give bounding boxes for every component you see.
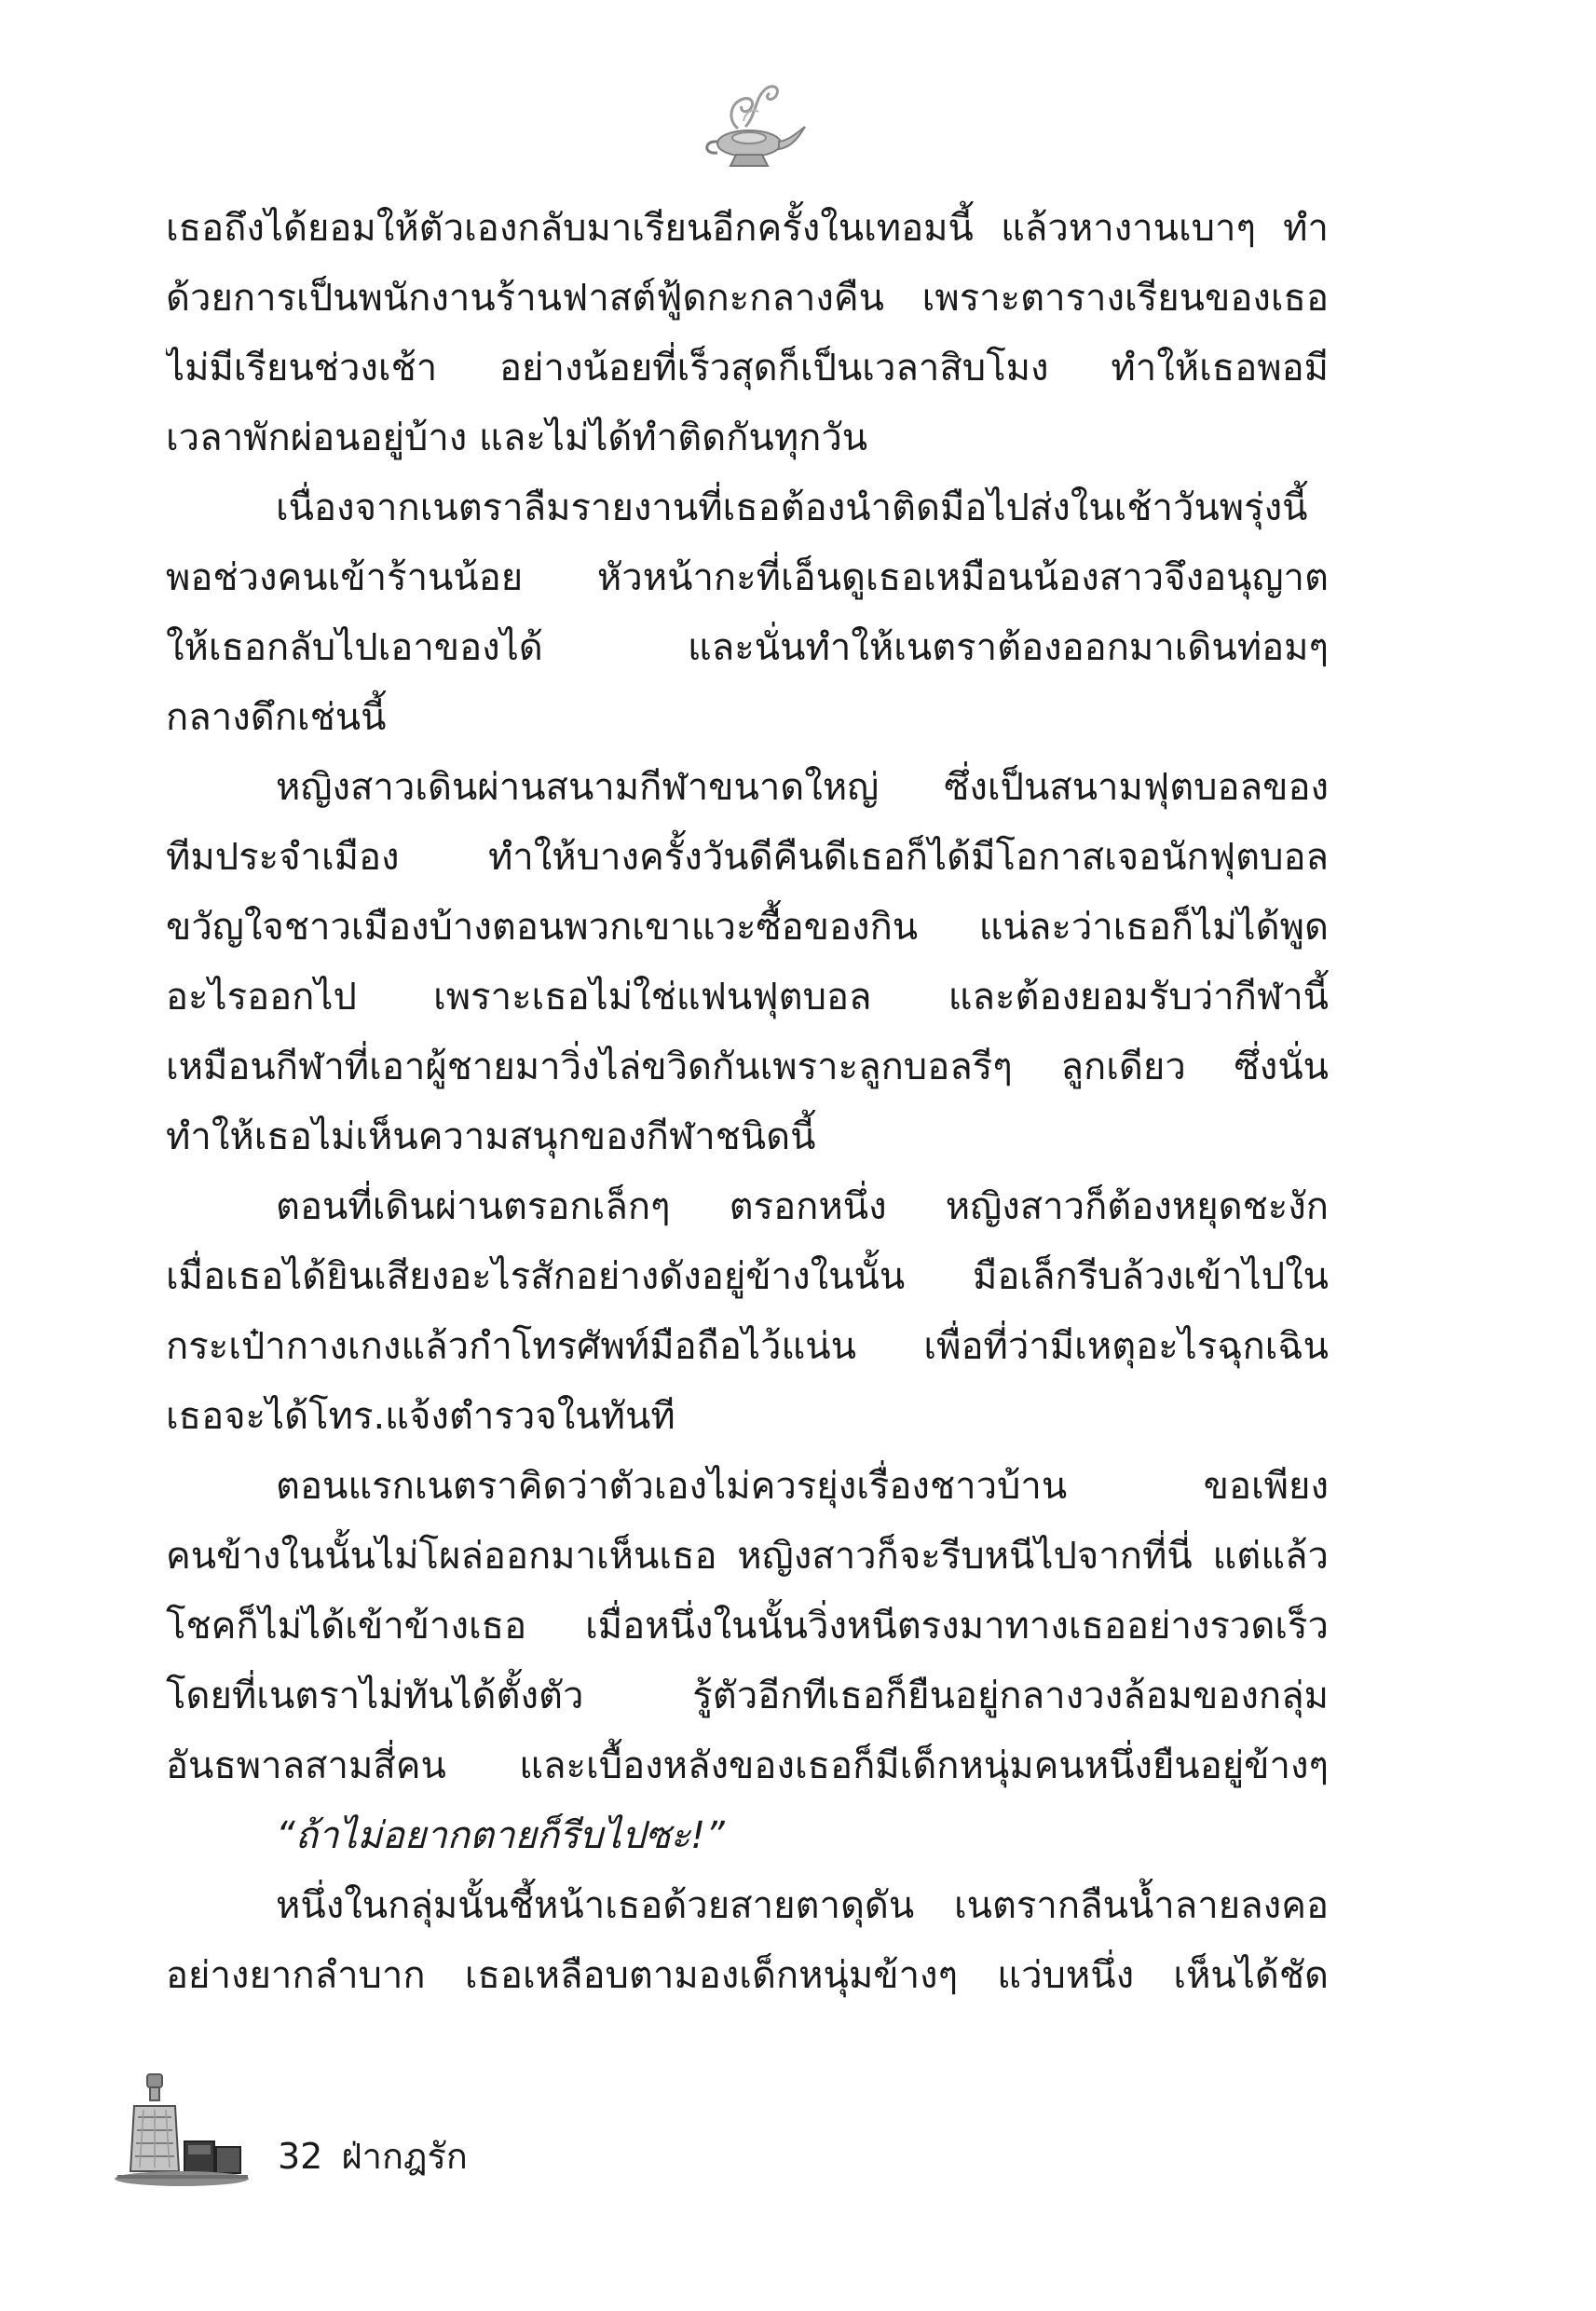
text-line: ให้เธอกลับไปเอาของได้ และนั่นทำให้เนตราต้องออกมาเดินท่อมๆ [166,626,1329,669]
text-line: อะไรออกไป เพราะเธอไม่ใช่แฟนฟุตบอล และต้องยอมรับว่ากีฬานี้ [166,976,1329,1019]
text-line: พอช่วงคนเข้าร้านน้อย หัวหน้ากะที่เอ็นดูเธอเหมือนน้องสาวจึงอนุญาต [166,556,1329,599]
text-line: เธอถึงได้ยอมให้ตัวเองกลับมาเรียนอีกครั้งในเทอมนี้ แล้วหางานเบาๆ ทำ [166,207,1329,250]
body-text [166,194,1329,2011]
text-line: กลางดึกเช่นนี้ [166,696,387,739]
text-line: เมื่อเธอได้ยินเสียงอะไรสักอย่างดังอยู่ข้างในนั้น มือเล็กรีบล้วงเข้าไปใน [166,1255,1329,1298]
text-line: หนึ่งในกลุ่มนั้นชี้หน้าเธอด้วยสายตาดุดัน เนตรากลืนน้ำลายลงคอ [276,1884,1329,1927]
text-line: กระเป๋ากางเกงแล้วกำโทรศัพท์มือถือไว้แน่น เพื่อที่ว่ามีเหตุอะไรฉุกเฉิน [166,1325,1329,1368]
page-footer [112,2069,671,2199]
genie-lamp-icon [689,75,811,177]
text-line: เนื่องจากเนตราลืมรายงานที่เธอต้องนำติดมือไปส่งในเช้าวันพรุ่งนี้ [276,486,1308,529]
text-line: ด้วยการเป็นพนักงานร้านฟาสต์ฟู้ดกะกลางคืน เพราะตารางเรียนของเธอ [166,277,1329,320]
footer-caption [278,2136,468,2177]
decanter-glasses-icon [112,2069,252,2199]
text-line: หญิงสาวเดินผ่านสนามกีฬาขนาดใหญ่ ซึ่งเป็นสนามฟุตบอลของ [276,766,1329,809]
text-line: เธอจะได้โทร.แจ้งตำรวจในทันที [166,1395,675,1438]
text-line: เวลาพักผ่อนอยู่บ้าง และไม่ได้ทำติดกันทุกวัน [166,417,868,459]
text-line: ไม่มีเรียนช่วงเช้า อย่างน้อยที่เร็วสุดก็เป็นเวลาสิบโมง ทำให้เธอพอมี [166,347,1329,390]
text-line: โชคก็ไม่ได้เข้าข้างเธอ เมื่อหนึ่งในนั้นวิ่งหนีตรงมาทางเธออย่างรวดเร็ว [166,1605,1329,1648]
text-line: คนข้างในนั้นไม่โผล่ออกมาเห็นเธอ หญิงสาวก็จะรีบหนีไปจากที่นี่ แต่แล้ว [166,1535,1329,1578]
dialogue-line: “ถ้าไม่อยากตายก็รีบไปซะ!” [276,1814,725,1857]
text-line: ตอนที่เดินผ่านตรอกเล็กๆ ตรอกหนึ่ง หญิงสาวก็ต้องหยุดชะงัก [276,1185,1329,1228]
text-line: ตอนแรกเนตราคิดว่าตัวเองไม่ควรยุ่งเรื่องชาวบ้าน ขอเพียง [276,1465,1329,1508]
text-line: อย่างยากลำบาก เธอเหลือบตามองเด็กหนุ่มข้างๆ แว่บหนึ่ง เห็นได้ชัด [166,1954,1329,1997]
text-line: ขวัญใจชาวเมืองบ้างตอนพวกเขาแวะซื้อของกิน แน่ละว่าเธอก็ไม่ได้พูด [166,906,1329,949]
text-line: เหมือนกีฬาที่เอาผู้ชายมาวิ่งไล่ขวิดกันเพราะลูกบอลรีๆ ลูกเดียว ซึ่งนั่น [166,1046,1329,1088]
text-line: ทำให้เธอไม่เห็นความสนุกของกีฬาชนิดนี้ [166,1115,816,1158]
book-title: ฝ่ากฎรัก [341,2136,468,2177]
page-number: 32 [278,2136,323,2177]
text-line: โดยที่เนตราไม่ทันได้ตั้งตัว รู้ตัวอีกทีเธอก็ยืนอยู่กลางวงล้อมของกลุ่ม [166,1675,1329,1717]
text-line: อันธพาลสามสี่คน และเบื้องหลังของเธอก็มีเด็กหนุ่มคนหนึ่งยืนอยู่ข้างๆ [166,1744,1329,1787]
text-line: ทีมประจำเมือง ทำให้บางครั้งวันดีคืนดีเธอก็ได้มีโอกาสเจอนักฟุตบอล [166,836,1329,879]
